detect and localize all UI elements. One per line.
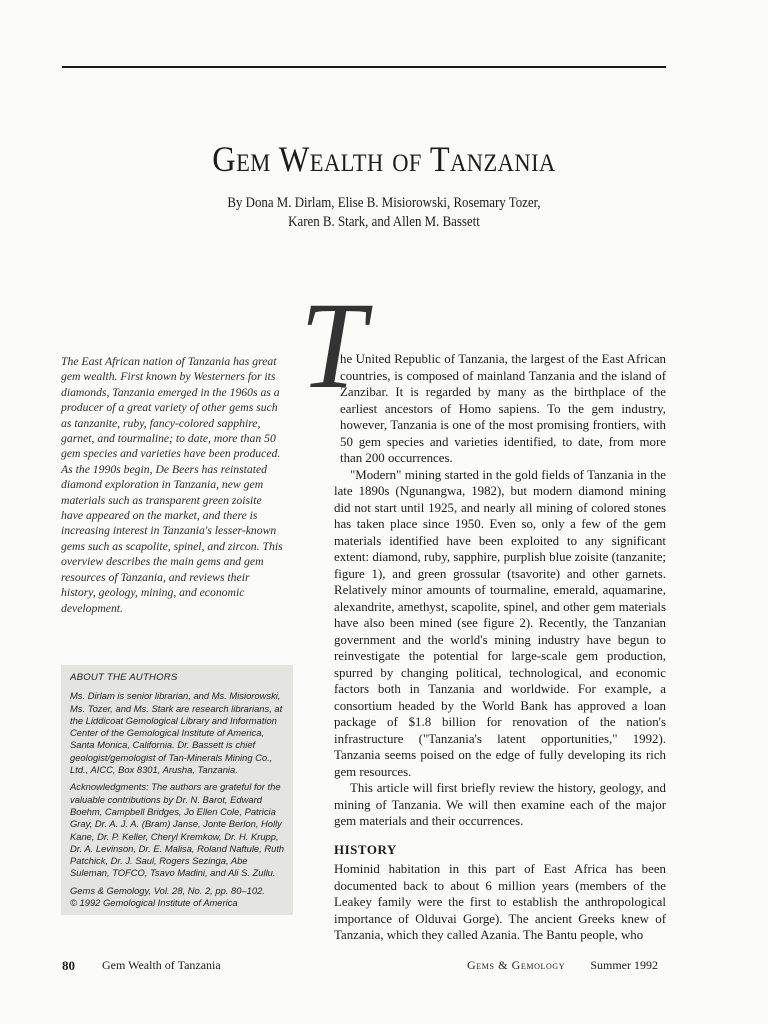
paragraph-intro: he United Republic of Tanzania, the largest of the East African countries, is composed of mainland Tanzania and the island of Zanzibar. It is regarded by many as the birthplace of the earliest ancestors of Homo sapiens. To the gem industry, however, Tanzania is one of the most promising frontiers, with 50 gem species and varieties identified, to date, from more than 200 occurrences. xyxy=(340,352,666,465)
copyright-line: © 1992 Gemological Institute of America xyxy=(70,897,238,909)
author-line-2: Karen B. Stark, and Allen M. Bassett xyxy=(288,214,480,230)
paragraph-history: Hominid habitation in this part of East Africa has been documented back to about 6 million years (members of the Leakey family were the first to establish the anthropological importance of Olduvai Gorge). The ancient Greeks knew of Tanzania, which they called Azania. The Bantu people, who xyxy=(334,862,666,942)
citation xyxy=(70,885,288,910)
paragraph-overview: This article will first briefly review the history, geology, and mining of Tanzania. We will then examine each of the major gem materials and their occurrences. xyxy=(334,781,666,828)
about-authors-box xyxy=(61,665,293,915)
journal-name: Gems & Gemology xyxy=(467,958,566,972)
citation-line: Gems & Gemology, Vol. 28, No. 2, pp. 80–102. xyxy=(70,884,265,896)
paragraph-modern-mining: "Modern" mining started in the gold fields of Tanzania in the late 1890s (Ngunangwa, 1982), but modern diamond mining did not start until 1925, and nearly all mining of colored stones has taken place since 1950. Even so, only a few of the gem materials identified have been exploited to any significant extent: diamond, ruby, sapphire, purplish blue zoisite (tanzanite; figure 1), and green grossular (tsavorite) and other garnets. Relatively minor amounts of tourmaline, emerald, aquamarine, alexandrite, amethyst, scapolite, spinel, and other gem materials have also been mined (see figure 2). Recently, the Tanzanian government and the world's mining industry have begun to reinvestigate the potential for large-scale gem production, spurred by changing political, technological, and economic factors both in Tanzania and worldwide. For example, a consortium headed by the World Bank has approved a loan package of $1.8 billion for renovation of the nation's infrastructure ("Tanzania's latent opportunities," 1992). Tanzania seems poised on the edge of fully developing its rich gem resources. xyxy=(334,467,666,779)
author-line-1: By Dona M. Dirlam, Elise B. Misiorowski, Rosemary Tozer, xyxy=(227,195,541,211)
running-title: Gem Wealth of Tanzania xyxy=(102,958,221,972)
drop-cap: T xyxy=(300,276,366,415)
page-number: 80 xyxy=(62,958,75,973)
article-body xyxy=(334,351,666,944)
issue-date: Summer 1992 xyxy=(590,958,658,972)
abstract: The East African nation of Tanzania has great gem wealth. First known by Westerners for its diamonds, Tanzania emerged in the 1960s as a producer of a great variety of other gems such as tanzanite, ruby, fancy-colored sapphire, garnet, and tourmaline; to date, more than 50 gem species and varieties have been produced. As the 1990s begin, De Beers has reinstated diamond exploration in Tanzania, new gem materials such as transparent green zoisite have appeared on the market, and there is increasing interest in Tanzania's lesser-known gems such as scapolite, spinel, and zircon. This overview describes the main gems and gem resources of Tanzania, and reviews their history, geology, mining, and economic development. xyxy=(61,355,283,615)
about-authors-heading: ABOUT THE AUTHORS xyxy=(70,672,178,683)
author-bio: Ms. Dirlam is senior librarian, and Ms. Misiorowski, Ms. Tozer, and Ms. Stark are research librarians, at the Liddicoat Gemological Library and Information Center of the Gemological Institute of America, Santa Monica, California. Dr. Bassett is chief geologist/gemologist of Tan-Minerals Mining Co., Ltd., AICC, Box 8301, Arusha, Tanzania. xyxy=(70,690,283,776)
author-byline xyxy=(183,194,585,232)
top-rule xyxy=(62,66,666,68)
page-footer xyxy=(62,958,666,976)
acknowledgments: Acknowledgments: The authors are grateful for the valuable contributions by Dr. N. Barot, Edward Boehm, Campbell Bridges, Jo Ellen Cole, Patricia Gray, Dr. A. J. A. (Bram) Janse, Jonte Berlon, Holly Kane, Dr. P. Keller, Cheryl Kremkow, Dr. H. Krupp, Dr. A. Levinson, Dr. E. Malisa, Roland Naftule, Ruth Patchick, Dr. J. Saul, Rogers Sezinga, Abe Suleman, TOFCO, Tsavo Madini, and Ali S. Zullu. xyxy=(70,781,285,879)
section-heading-history: HISTORY xyxy=(334,841,397,857)
article-title: Gem Wealth of Tanzania xyxy=(212,139,556,180)
